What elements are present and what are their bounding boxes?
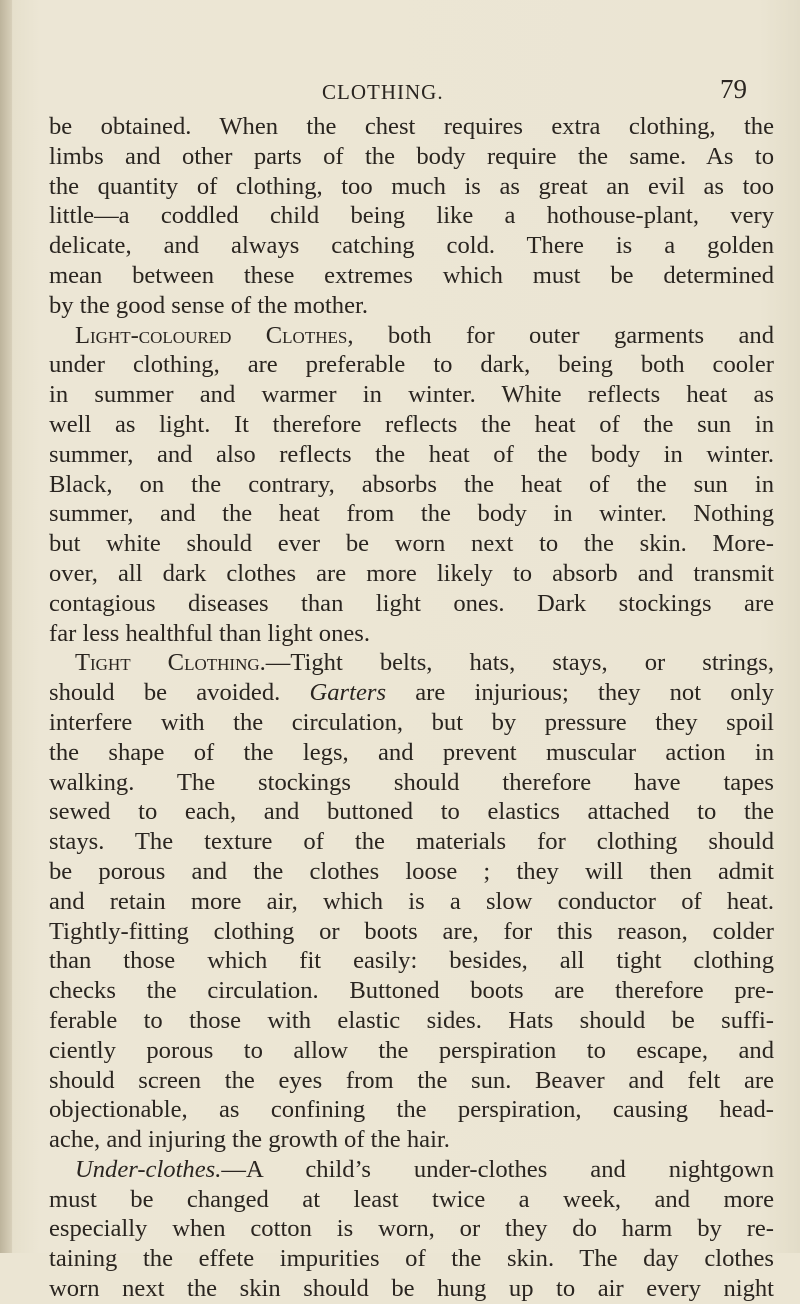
section-heading-light-coloured-clothes: Light-coloured Clothes, bbox=[75, 321, 354, 349]
running-head: CLOTHING. bbox=[322, 80, 444, 104]
paragraph-start-line bbox=[49, 321, 774, 351]
text-line: well as light. It therefore reflects the heat of the sun in bbox=[49, 410, 774, 438]
text-line: walking. The stockings should therefore have tapes bbox=[49, 768, 774, 796]
section-heading-under-clothes: Under-clothes. bbox=[75, 1155, 222, 1183]
italic-term-garters: Garters bbox=[309, 679, 387, 707]
text-line: summer, and also reflects the heat of the body in winter. bbox=[49, 440, 774, 468]
text-line: mean between these extremes which must be determined bbox=[49, 261, 774, 289]
paragraph-start-line bbox=[49, 1155, 774, 1185]
section-heading-tight-clothing: Tight Clothing. bbox=[75, 649, 266, 677]
text-line: should screen the eyes from the sun. Beaver and felt are bbox=[49, 1066, 774, 1094]
text-line: checks the circulation. Buttoned boots are therefore pre- bbox=[49, 977, 774, 1005]
text-line: ache, and injuring the growth of the hair. bbox=[49, 1126, 450, 1154]
text-line: the shape of the legs, and prevent muscular action in bbox=[49, 738, 774, 766]
text-line: be porous and the clothes loose ; they will then admit bbox=[49, 857, 774, 885]
text-line: sewed to each, and buttoned to elastics attached to the bbox=[49, 798, 774, 826]
page-binding-edge bbox=[0, 0, 12, 1253]
text-line: delicate, and always catching cold. There is a golden bbox=[49, 232, 774, 260]
text-line bbox=[49, 678, 774, 708]
paragraph-start-line bbox=[49, 648, 774, 678]
text-run: are injurious; they not only bbox=[386, 679, 774, 707]
text-line: and retain more air, which is a slow conductor of heat. bbox=[49, 887, 774, 915]
text-run: both for outer garments and bbox=[353, 321, 774, 349]
text-line: ciently porous to allow the perspiration to escape, and bbox=[49, 1036, 774, 1064]
text-line: ferable to those with elastic sides. Hats should be suffi- bbox=[49, 1006, 774, 1034]
text-line: objectionable, as confining the perspiration, causing head- bbox=[49, 1096, 774, 1124]
text-line: stays. The texture of the materials for clothing should bbox=[49, 828, 774, 856]
text-line: in summer and warmer in winter. White reflects heat as bbox=[49, 381, 774, 409]
text-line: but white should ever be worn next to the skin. More- bbox=[49, 530, 774, 558]
text-line: Black, on the contrary, absorbs the heat of the sun in bbox=[49, 470, 774, 498]
text-run: —A child’s under-clothes and nightgown bbox=[221, 1155, 774, 1183]
page-number: 79 bbox=[720, 74, 747, 104]
text-line: far less healthful than light ones. bbox=[49, 619, 371, 647]
text-line: must be changed at least twice a week, and more bbox=[49, 1185, 774, 1213]
page-header bbox=[0, 72, 800, 112]
text-line: contagious diseases than light ones. Dark stockings are bbox=[49, 589, 774, 617]
text-line: interfere with the circulation, but by pressure they spoil bbox=[49, 708, 774, 736]
text-line: summer, and the heat from the body in winter. Nothing bbox=[49, 500, 774, 528]
text-line: the quantity of clothing, too much is as great an evil as too bbox=[49, 172, 774, 200]
text-line: be obtained. When the chest requires extra clothing, the bbox=[49, 113, 774, 140]
text-run: —Tight belts, hats, stays, or strings, bbox=[265, 649, 774, 677]
body-text bbox=[49, 112, 774, 1304]
text-run: should be avoided. bbox=[49, 679, 310, 707]
text-line: taining the effete impurities of the skin. The day clothes bbox=[49, 1245, 774, 1273]
text-line: over, all dark clothes are more likely to absorb and transmit bbox=[49, 559, 774, 587]
text-line: little—a coddled child being like a hothouse-plant, very bbox=[49, 202, 774, 230]
text-line: worn next the skin should be hung up to air every night bbox=[49, 1275, 774, 1303]
text-line: under clothing, are preferable to dark, being both cooler bbox=[49, 351, 774, 379]
text-line: than those which fit easily: besides, all tight clothing bbox=[49, 947, 774, 975]
text-line: especially when cotton is worn, or they do harm by re- bbox=[49, 1215, 774, 1243]
text-line: limbs and other parts of the body require the same. As to bbox=[49, 142, 774, 170]
text-line: Tightly-fitting clothing or boots are, for this reason, colder bbox=[49, 917, 774, 945]
text-line: by the good sense of the mother. bbox=[49, 291, 368, 319]
